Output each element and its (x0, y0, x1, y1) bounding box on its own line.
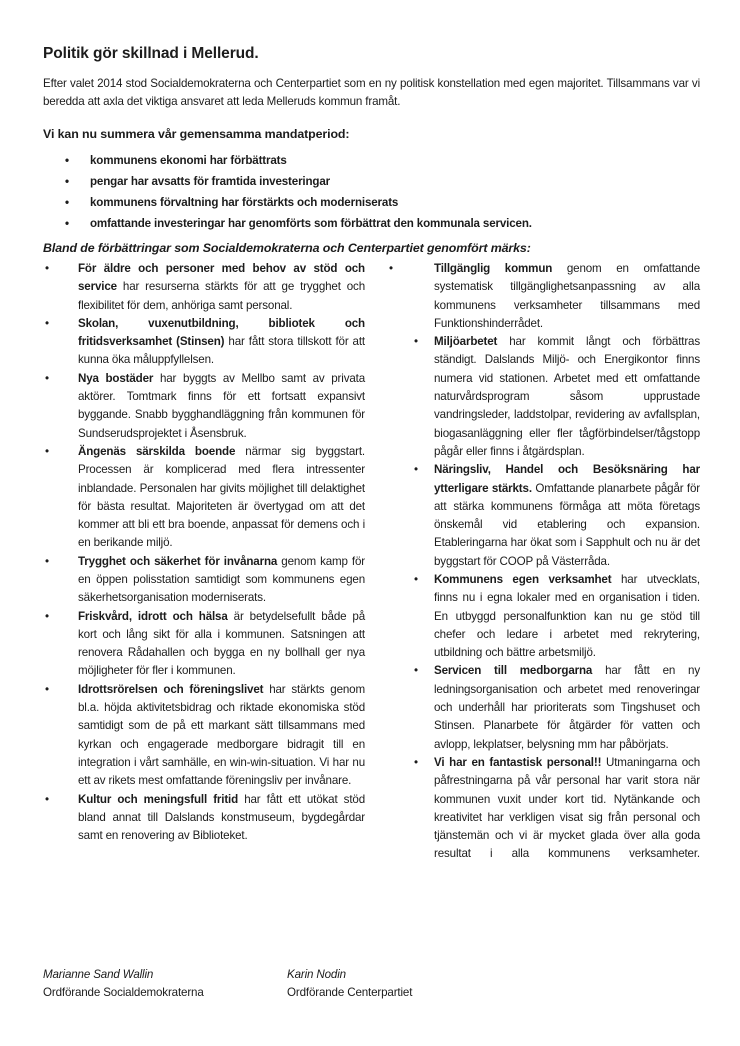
left-column-list (43, 260, 365, 864)
item-lead: Kommunens egen verksamhet (434, 572, 612, 586)
item-lead: Friskvård, idrott och hälsa (78, 609, 228, 623)
summary-item: • omfattande investeringar har genomförts som förbättrat den kommunala servicen. (43, 215, 700, 233)
item-lead: Idrottsrörelsen och föreningslivet (78, 682, 264, 696)
summary-heading: Vi kan nu summera vår gemensamma mandatperiod: (43, 126, 350, 141)
improvements-heading: Bland de förbättringar som Socialdemokraterna och Centerpartiet genomfört märks: (43, 240, 531, 255)
item-text: Utmaningarna och påfrestningarna på vår personal har varit stora när kommunen vuxit under kort tid. Nytänkande och kreativitet har verkligen visat sig från personal och tjänstemän och vi är mycket glada över alla goda resultat i alla kommunens verksamheter. (434, 755, 700, 861)
item-text: har fått en ny ledningsorganisation och arbetet med renoveringar och underhåll har prioriterats som Tingshuset och Stinsen. Planarbete för åtgärder för vatten och avlopp, lekplatser, belysning mm har påbörjats. (434, 664, 700, 751)
item-text: är betydelsefullt både på kort och lång sikt för alla i kommunen. Satsningen att renovera Rådahallen och bygga en ny bollhall ger nya möjligheter för fler i kommunen. (78, 609, 365, 678)
item-text: genom kamp för en öppen polisstation samtidigt som kommunens egen säkerhetsorganisation moderniserats. (78, 554, 366, 605)
signature-name: Marianne Sand Wallin (43, 968, 154, 981)
item-text: har fått ett utökat stöd bland annat till Dalslands konstmuseum, bygdegårdar samt en renovering av Biblioteket. (78, 792, 365, 843)
item-text: har byggts av Mellbo samt av privata aktörer. Tomtmark finns för ett fortsatt expansivt byggande. Snabb bygghandläggning från kommunen för Sundserudsprojektet i Åsensbruk. (78, 371, 366, 440)
item-lead: För äldre och personer med behov av stöd och service (78, 261, 365, 294)
list-item (387, 754, 700, 864)
item-text: Omfattande planarbete pågår för att stärka kommunens förmåga att möta företags önskemål vid etablering och expansion. Etableringarna har ökat som i Sapphult och nu är det byggstart för COOP på Västerråda. (434, 481, 700, 568)
item-lead: Servicen till medborgarna (434, 664, 593, 678)
list-item (43, 260, 365, 315)
signature (287, 966, 531, 1003)
item-text: genom en omfattande systematisk tillgänglighetsanpassning av alla kommunens verksamheter tillsammans med Funktionshinderrådet. (434, 261, 700, 330)
signature (43, 966, 287, 1003)
signature-role: Ordförande Centerpartiet (287, 986, 413, 1000)
list-item (43, 370, 365, 443)
list-item (387, 571, 700, 662)
list-item (387, 260, 700, 333)
list-item (43, 315, 365, 370)
item-lead: Vi har en fantastisk personal!! (434, 755, 602, 769)
item-text: har resurserna stärkts för att ge trygghet och flexibilitet för dem, anhöriga samt personal. (78, 280, 365, 312)
item-text: har kommit långt och förbättras ständigt. Dalslands Miljö- och Energikontor finns numera vid stationen. Arbetet med ett omfattande naturvårdsprogram såsom upprustade vandringsleder, laddstolpar, revidering av avfallsplan, biogasanläggning eller fler tågförbindelser/tågstopp pågår eller finns i åtgärdsplan. (434, 335, 701, 458)
list-item (387, 461, 700, 571)
item-text: har utvecklats, finns nu i egna lokaler med en organisation i tiden. En utbyggd personalfunktion kan nu ge stöd till chefer och ledare i arbetet med rekrytering, utbildning och bättre arbetsmiljö. (434, 572, 700, 660)
list-item (43, 681, 365, 791)
summary-list (43, 152, 700, 233)
document-title: Politik gör skillnad i Mellerud. (43, 45, 259, 62)
item-lead: Trygghet och säkerhet för invånarna (78, 554, 278, 568)
list-item (387, 662, 700, 753)
list-item (43, 791, 365, 846)
two-column-section (43, 260, 700, 864)
intro-paragraph: Efter valet 2014 stod Socialdemokraterna och Centerpartiet som en ny politisk konstellation med egen majoritet. Tillsammans var vi beredda att axla det viktiga ansvaret att leda Melleruds kommun framåt. (43, 77, 700, 109)
list-item (43, 553, 365, 608)
right-column-list (387, 260, 700, 864)
list-item (43, 608, 365, 681)
item-lead: Kultur och meningsfull fritid (78, 792, 239, 806)
signatures-block (43, 966, 531, 1003)
list-item (43, 443, 365, 553)
item-lead: Skolan, vuxenutbildning, bibliotek och fritidsverksamhet (Stinsen) (78, 316, 365, 349)
list-item (387, 333, 700, 461)
summary-item: • kommunens förvaltning har förstärkts och moderniserats (43, 194, 700, 212)
signature-role: Ordförande Socialdemokraterna (43, 986, 204, 1000)
item-lead: Näringsliv, Handel och Besöksnäring har ytterligare stärkts. (434, 463, 700, 495)
signature-name: Karin Nodin (287, 968, 346, 981)
item-text: närmar sig byggstart. Processen är komplicerad med flera intressenter inblandade. Personalen har givits möjlighet till delaktighet för bästa resultat. Majoriteten är övertygad om att det kommer att bli ett bra boende, anpassat för demens och i en berikande miljö. (78, 444, 365, 550)
item-text: har stärkts genom bl.a. höjda aktivitetsbidrag och riktade ekonomiska stöd samtidigt som de på ett markant sätt tillsammans med kyrkan och engagerade medborgare bidragit till en integration i vårt samhälle, en win-win-situation. Vi har nu ett av rikets mest omfattande föreningsliv per invånare. (78, 682, 365, 788)
item-lead: Nya bostäder (78, 371, 154, 385)
item-lead: Ängenäs särskilda boende (78, 444, 236, 458)
summary-item: • pengar har avsatts för framtida investeringar (43, 173, 700, 191)
item-text: har fått stora tillskott för att kunna öka måluppfyllelsen. (78, 335, 365, 367)
item-lead: Tillgänglig kommun (434, 261, 553, 275)
item-lead: Miljöarbetet (434, 335, 498, 349)
summary-item: • kommunens ekonomi har förbättrats (43, 152, 700, 170)
